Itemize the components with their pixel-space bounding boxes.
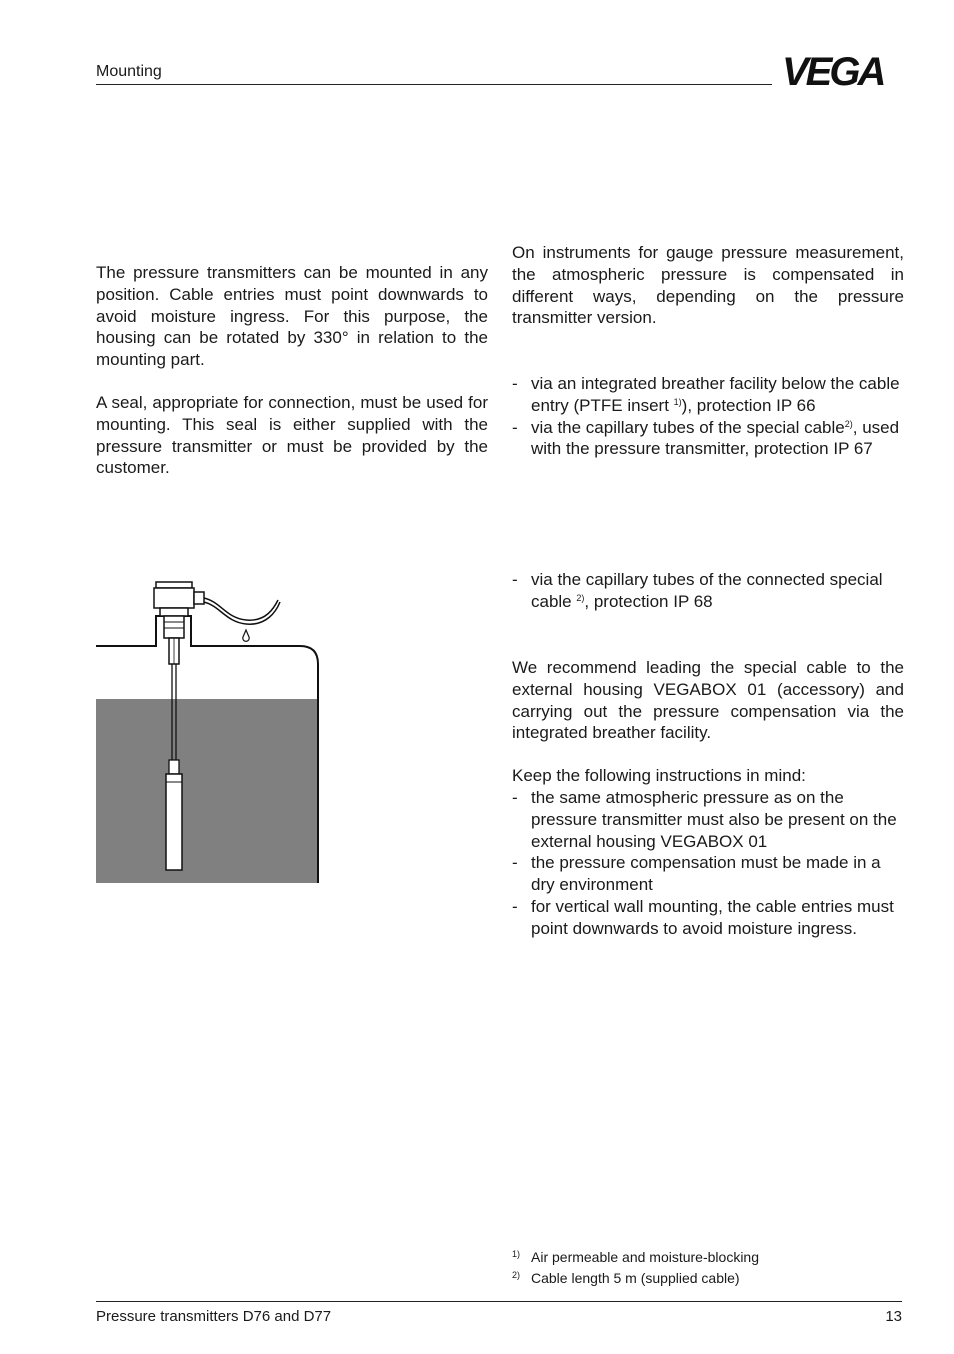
list-item: - via the capillary tubes of the connected special cable $^{2)}$, protection IP 68: [512, 569, 904, 613]
footnotes: [512, 1247, 759, 1288]
page-number: 13: [885, 1308, 902, 1325]
submersible-probe: [166, 774, 182, 870]
compensation-list-2: [512, 569, 904, 613]
list-item: - via an integrated breather facility below the cable entry (PTFE insert $^{1)}$), protection IP 66: [512, 373, 904, 417]
cable: [204, 598, 278, 620]
drop-icon: [243, 630, 249, 641]
logo-text: VEGA: [782, 52, 884, 88]
right-column-intro: [512, 242, 904, 329]
recommendation-block: [512, 657, 904, 940]
list-item: - the pressure compensation must be made in a dry environment: [512, 852, 904, 896]
compensation-intro: On instruments for gauge pressure measurement, the atmospheric pressure is compensated in different ways, depending on the pressure transmitter version.: [512, 243, 904, 328]
footnote: 1) Air permeable and moisture-blocking: [512, 1249, 759, 1265]
left-column: [96, 262, 488, 479]
recommendation-paragraph: We recommend leading the special cable to the external housing VEGABOX 01 (accessory) and carrying out the pressure compensation via the integrated breather facility.: [512, 658, 904, 743]
list-item: - via the capillary tubes of the special cable$^{2)}$, used with the pressure transmitter, protection IP 67: [512, 417, 904, 461]
compensation-list-1: [512, 373, 904, 460]
vega-logo: [782, 52, 902, 88]
list-item: - for vertical wall mounting, the cable entries must point downwards to avoid moisture ingress.: [512, 896, 904, 940]
mounting-paragraph-1: The pressure transmitters can be mounted in any position. Cable entries must point downwards to avoid moisture ingress. For this purpose, the housing can be rotated by 330° in relation to the mounting part.: [96, 263, 488, 370]
header-rule: [96, 84, 772, 85]
footnote: 2) Cable length 5 m (supplied cable): [512, 1269, 740, 1286]
liquid-fill: [96, 699, 318, 883]
mounting-illustration: [96, 572, 322, 886]
list-item: - the same atmospheric pressure as on the pressure transmitter must also be present on the external housing VEGABOX 01: [512, 787, 904, 852]
section-title: Mounting: [96, 63, 162, 80]
transmitter-housing: [154, 588, 194, 608]
instructions-intro: Keep the following instructions in mind:: [512, 766, 806, 786]
footer-title: Pressure transmitters D76 and D77: [96, 1308, 332, 1325]
mounting-paragraph-2: A seal, appropriate for connection, must be used for mounting. This seal is either supplied with the pressure transmitter or must be provided by the customer.: [96, 392, 488, 478]
instructions-list: [512, 787, 904, 940]
footer-rule: [96, 1301, 902, 1302]
